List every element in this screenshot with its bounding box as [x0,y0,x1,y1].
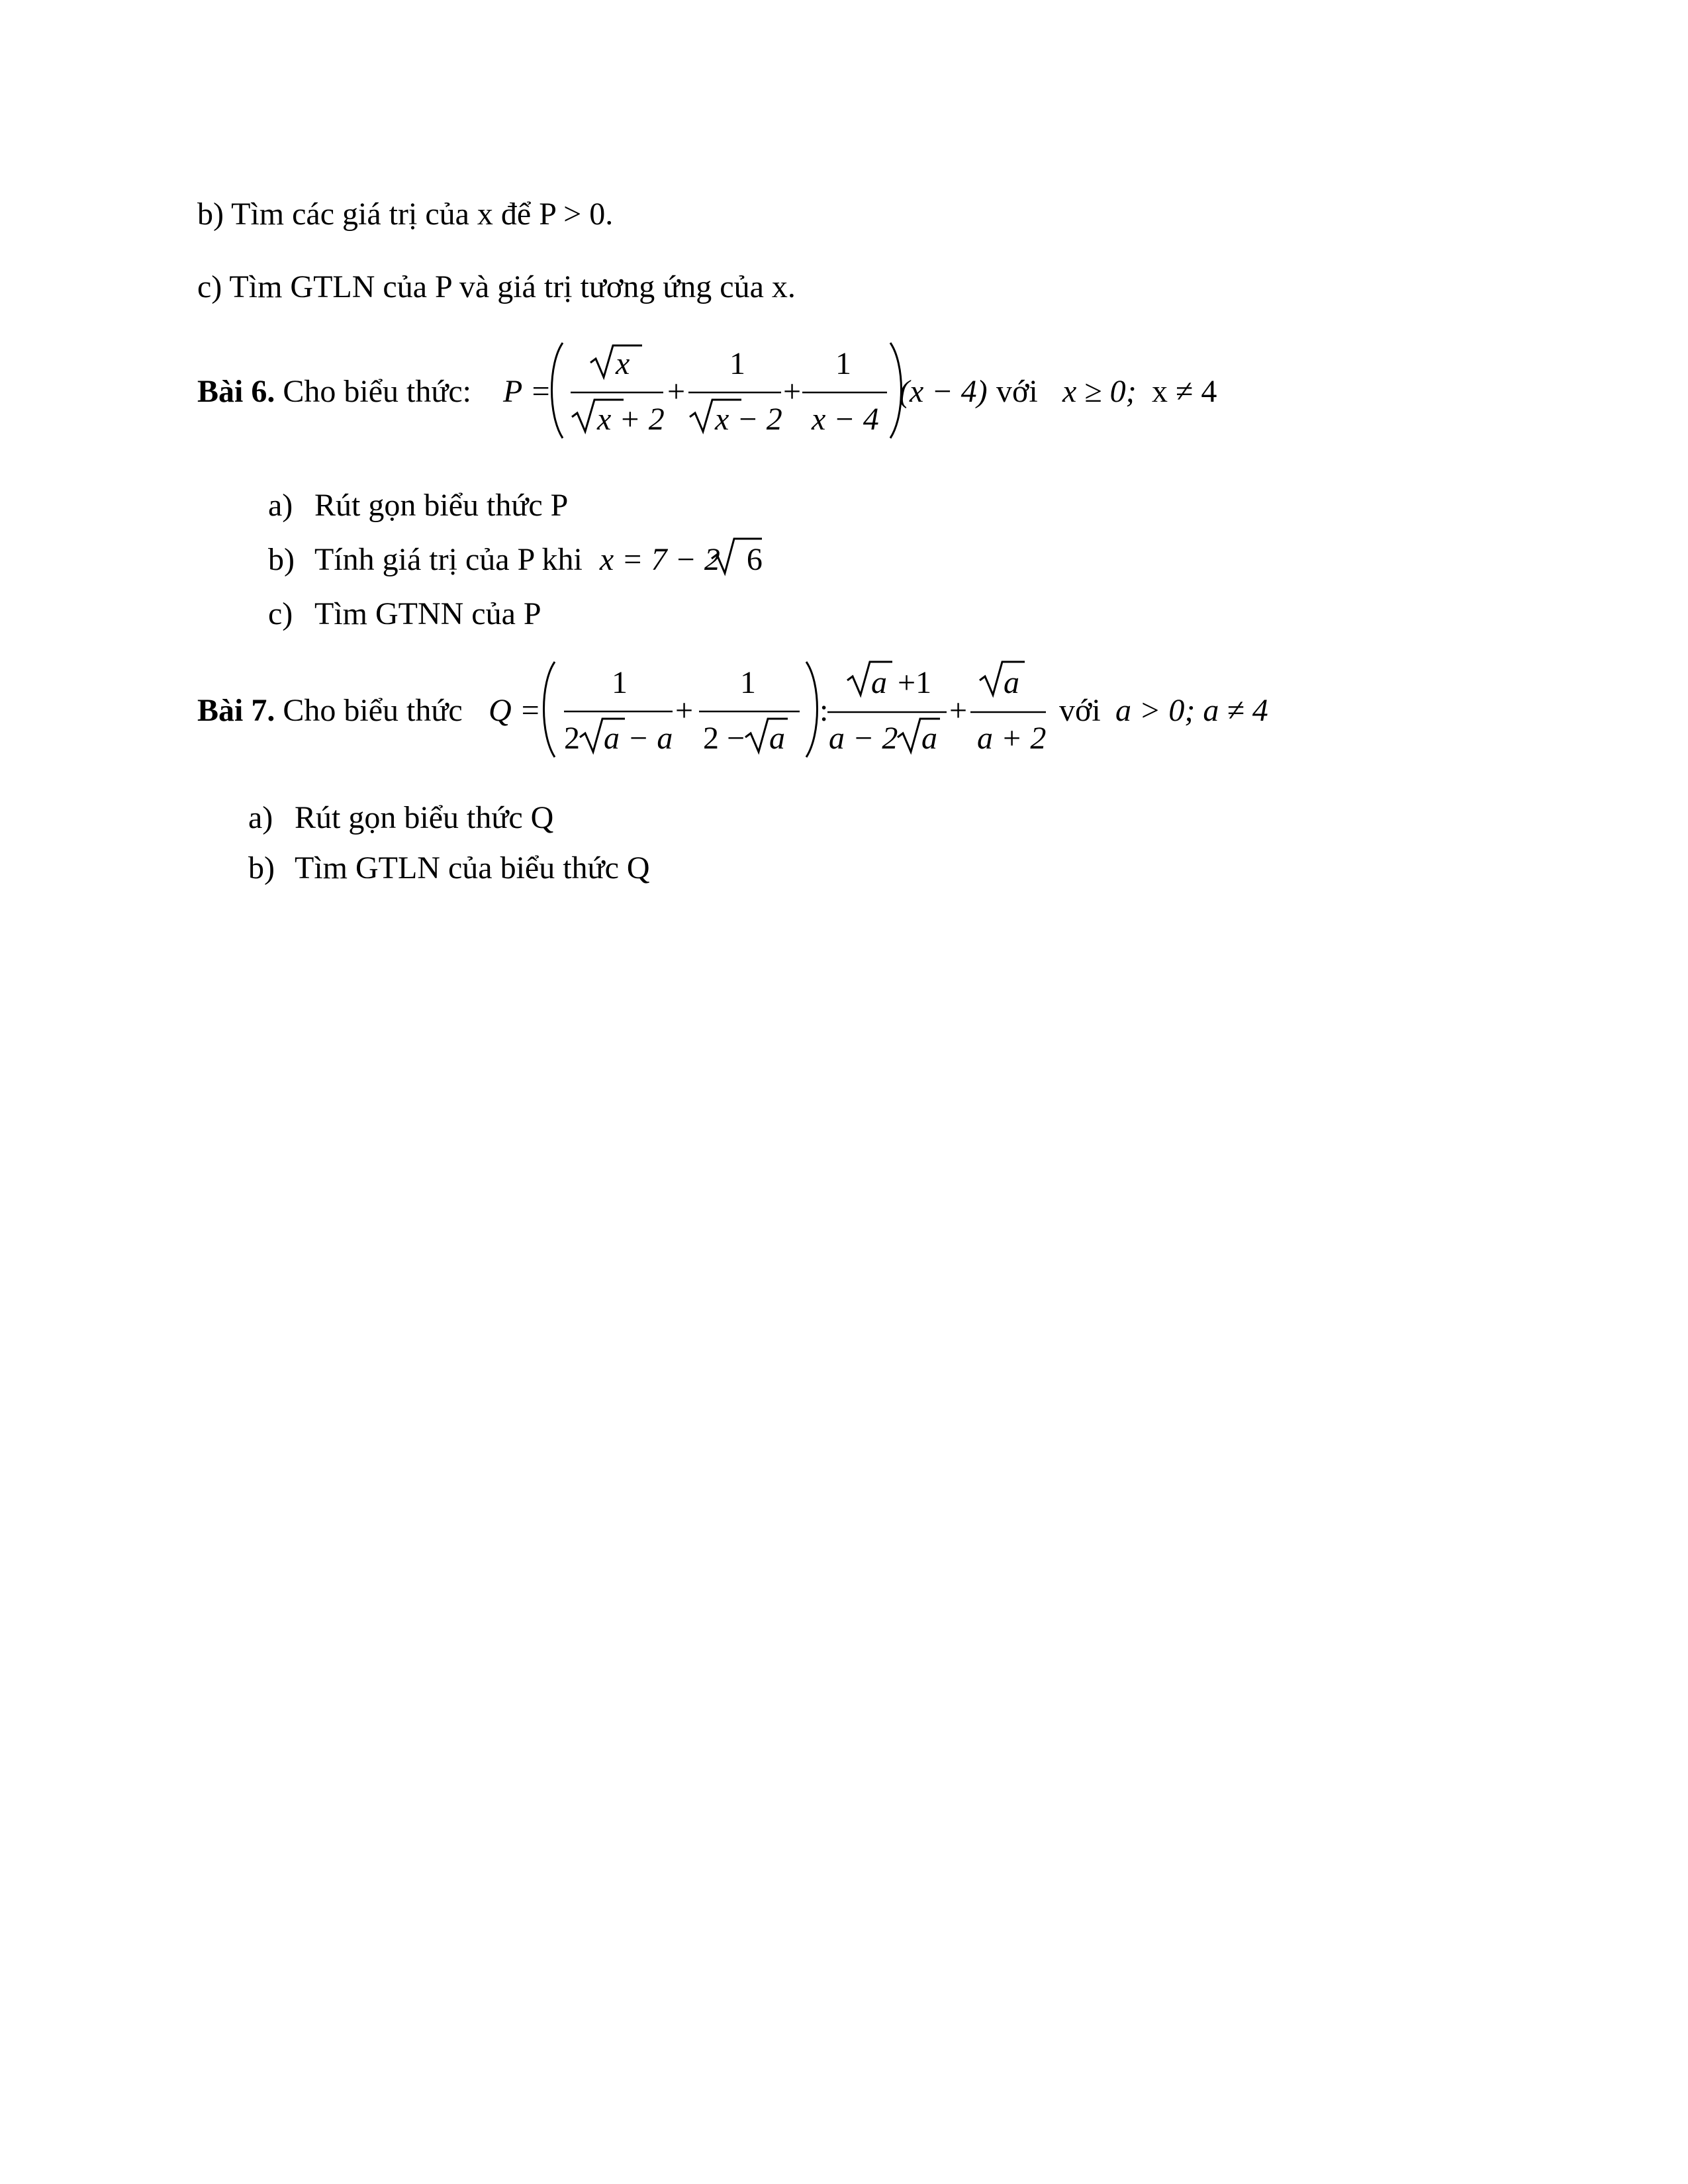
bai6-t2-den: x − 2 [715,402,782,437]
bai6-title: Bài 6. [197,374,275,409]
bai7-t2-den-b: a [769,721,785,756]
item-text: Tìm GTNN của P [314,596,541,631]
bai6-item-a [268,490,568,522]
bai6-cond2: x ≠ 4 [1152,374,1217,409]
bai7-item-b [248,852,650,884]
bai7-heading [197,695,463,727]
bai6-heading [197,376,471,408]
bai7-t4-num: a [1004,665,1019,700]
prev-item-c: c) Tìm GTLN của P và giá trị tương ứng của x. [197,269,796,304]
bai7-item-a [248,802,553,834]
bai6-cond1: x ≥ 0; [1062,374,1137,409]
bai6-lhs: P = [503,374,551,409]
bai7-title: Bài 7. [197,693,275,728]
item-math: x = 7 − 2 [599,542,720,577]
bai6-t2-num: 1 [729,346,745,381]
bai6-t1-num: x [616,346,630,381]
item-label: b) [268,542,295,577]
item-label: b) [248,850,275,886]
bai7-t3-num-a: a [871,665,887,700]
plus-sign: + [783,374,802,409]
fraction-bar [970,711,1046,713]
bai6-voi: với [996,374,1038,409]
bai7-t2-num: 1 [740,665,756,700]
fraction-bar [827,711,947,713]
sqrt-bar [602,398,624,401]
bai6-item-b [268,544,763,576]
bai7-t2-den-a: 2 − [703,721,745,756]
bai6-item-c [268,598,541,630]
bai7-t1-den-a: 2 [564,721,580,756]
sqrt-icon [710,536,762,576]
item-label: a) [248,800,273,835]
bai7-t1-den-b: a [604,721,620,756]
bai7-t3-den-a: a − 2 [829,721,898,756]
bai7-t3-num-b: +1 [898,665,932,700]
bai6-t1-den: x + 2 [597,402,665,437]
bai6-factor: (x − 4) [899,374,988,409]
plus-sign: + [667,374,686,409]
plus-sign: + [675,693,694,728]
bai7-t1-num: 1 [612,665,628,700]
bai7-lhs: Q = [489,693,541,728]
bai7-cond: a > 0; a ≠ 4 [1115,693,1268,728]
item-text: Rút gọn biểu thức P [314,488,569,523]
bai7-intro: Cho biểu thức [283,693,463,728]
colon-sign: : [820,693,829,728]
plus-sign: + [949,693,968,728]
bai7-t3-den-b: a [921,721,937,756]
item-text: Rút gọn biểu thức Q [295,800,554,835]
bai6-t3-num: 1 [835,346,851,381]
bai6-t3-den: x − 4 [812,402,879,437]
bai7-voi: với [1059,693,1101,728]
item-radicand: 6 [746,542,763,577]
bai6-intro: Cho biểu thức: [283,374,472,409]
item-text: Tìm GTLN của biểu thức Q [295,850,650,886]
bai7-t4-den: a + 2 [977,721,1047,756]
item-label: a) [268,488,293,523]
prev-item-b: b) Tìm các giá trị của x để P > 0. [197,197,614,232]
item-label: c) [268,596,293,631]
bai7-t1-den-c: − a [628,721,673,756]
item-text: Tính giá trị của P khi [314,542,583,577]
